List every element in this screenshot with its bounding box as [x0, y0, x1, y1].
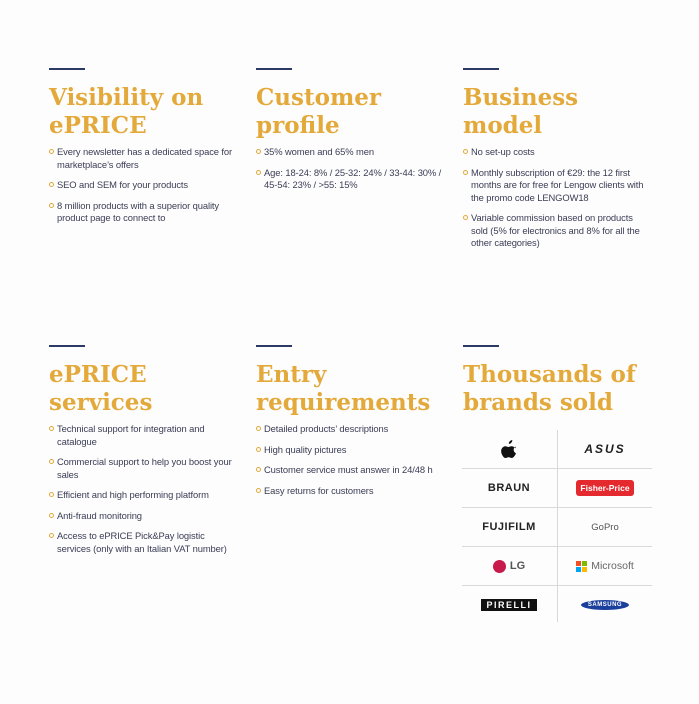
- heading-line: model: [463, 112, 543, 139]
- bullet-icon: [49, 533, 54, 538]
- apple-icon: [501, 440, 517, 459]
- microsoft-logo: [558, 547, 652, 585]
- heading-line: requirements: [256, 389, 431, 416]
- divider: [463, 68, 499, 70]
- heading-line: Visibility on: [49, 84, 204, 111]
- lg-wordmark: LG: [509, 560, 526, 572]
- bullet-icon: [463, 170, 468, 175]
- heading-line: ePRICE: [49, 112, 147, 139]
- pirelli-logo: [462, 586, 556, 624]
- gopro-wordmark: GoPro: [591, 521, 619, 533]
- divider: [49, 68, 85, 70]
- pirelli-wordmark: PIRELLI: [481, 599, 536, 611]
- divider: [49, 345, 85, 347]
- heading-line: brands sold: [463, 389, 613, 416]
- bullet-list: [256, 146, 442, 192]
- bullet-list: [463, 146, 651, 250]
- list-item: 8 million products with a superior quality product page to connect to: [49, 200, 239, 225]
- section-business-model: [463, 68, 651, 258]
- samsung-wordmark: SAMSUNG: [581, 600, 629, 610]
- divider: [256, 345, 292, 347]
- fujifilm-logo: [462, 508, 556, 546]
- microsoft-wordmark: Microsoft: [591, 560, 634, 572]
- list-item: Efficient and high performing platform: [49, 489, 239, 502]
- fisher-price-wordmark: Fisher-Price: [576, 480, 633, 496]
- heading-line: Thousands of: [463, 361, 636, 388]
- bullet-list: [256, 423, 446, 497]
- lg-logo: [462, 547, 556, 585]
- bullet-icon: [256, 447, 261, 452]
- heading-line: profile: [256, 112, 340, 139]
- bullet-icon: [256, 488, 261, 493]
- section-customer-profile: [256, 68, 442, 200]
- gopro-logo: [558, 508, 652, 546]
- section-visibility: [49, 68, 239, 233]
- section-entry-requirements: [256, 345, 446, 505]
- section-eprice-services: [49, 345, 239, 563]
- section-heading: [49, 361, 239, 417]
- bullet-icon: [49, 459, 54, 464]
- bullet-list: [49, 423, 239, 555]
- bullet-icon: [49, 182, 54, 187]
- list-item: 35% women and 65% men: [256, 146, 442, 159]
- section-heading: [463, 84, 651, 140]
- heading-line: Entry: [256, 361, 327, 388]
- lg-icon: [493, 560, 506, 573]
- section-brands: [463, 345, 663, 423]
- list-item: Technical support for integration and catalogue: [49, 423, 239, 448]
- list-item: Every newsletter has a dedicated space for marketplace’s offers: [49, 146, 239, 171]
- brand-logo-grid: [462, 430, 652, 622]
- bullet-icon: [49, 203, 54, 208]
- section-heading: [49, 84, 239, 140]
- asus-wordmark: ASUS: [584, 442, 626, 456]
- list-item: Easy returns for customers: [256, 485, 446, 498]
- heading-line: services: [49, 389, 153, 416]
- list-item: Customer service must answer in 24/48 h: [256, 464, 446, 477]
- asus-logo: [558, 430, 652, 468]
- divider: [256, 68, 292, 70]
- fujifilm-wordmark: FUJIFILM: [482, 521, 536, 533]
- bullet-icon: [49, 426, 54, 431]
- divider: [463, 345, 499, 347]
- list-item: High quality pictures: [256, 444, 446, 457]
- braun-logo: [462, 469, 556, 507]
- section-heading: [256, 361, 446, 417]
- bullet-icon: [256, 170, 261, 175]
- bullet-icon: [49, 513, 54, 518]
- bullet-icon: [256, 467, 261, 472]
- bullet-icon: [463, 149, 468, 154]
- list-item: SEO and SEM for your products: [49, 179, 239, 192]
- list-item: Detailed products’ descriptions: [256, 423, 446, 436]
- fisher-price-logo: [558, 469, 652, 507]
- microsoft-icon: [576, 561, 587, 572]
- heading-line: Customer: [256, 84, 382, 111]
- heading-line: Business: [463, 84, 579, 111]
- bullet-list: [49, 146, 239, 225]
- bullet-icon: [256, 426, 261, 431]
- list-item: Anti-fraud monitoring: [49, 510, 239, 523]
- braun-wordmark: BRAUN: [487, 482, 531, 494]
- list-item: No set-up costs: [463, 146, 651, 159]
- bullet-icon: [463, 215, 468, 220]
- heading-line: ePRICE: [49, 361, 147, 388]
- list-item: Access to ePRICE Pick&Pay logistic services (only with an Italian VAT number): [49, 530, 239, 555]
- samsung-logo: [558, 586, 652, 624]
- list-item: Age: 18-24: 8% / 25-32: 24% / 33-44: 30% / 45-54: 23% / >55: 15%: [256, 167, 442, 192]
- list-item: Monthly subscription of €29: the 12 first months are for free for Lengow clients with the promo code LENGOW18: [463, 167, 651, 205]
- section-heading: [463, 361, 663, 417]
- apple-logo: [462, 430, 556, 468]
- section-heading: [256, 84, 442, 140]
- list-item: Commercial support to help you boost your sales: [49, 456, 239, 481]
- bullet-icon: [49, 149, 54, 154]
- bullet-icon: [256, 149, 261, 154]
- list-item: Variable commission based on products sold (5% for electronics and 8% for all the other categories): [463, 212, 651, 250]
- bullet-icon: [49, 492, 54, 497]
